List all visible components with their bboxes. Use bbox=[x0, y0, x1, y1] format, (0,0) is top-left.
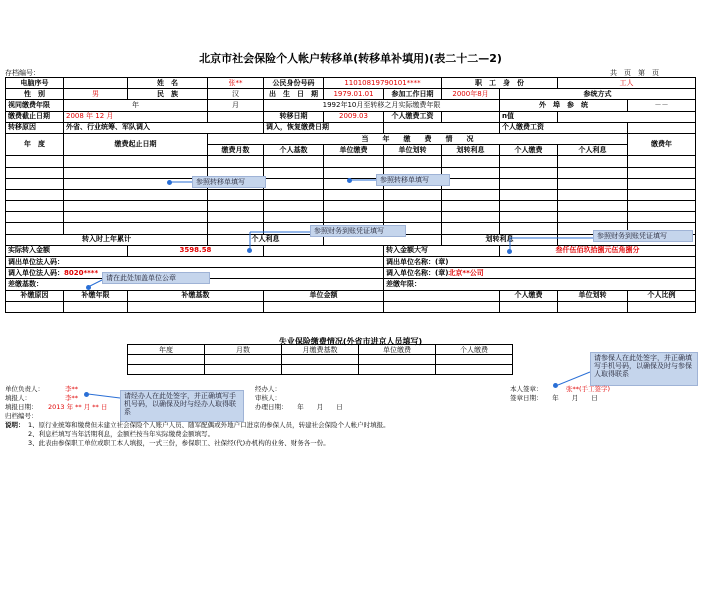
supp-year-col: 补缴年限 bbox=[64, 290, 128, 301]
callout-seal: 请在此处加盖单位公章 bbox=[102, 272, 210, 284]
unemp-col-personal: 个人缴费 bbox=[436, 345, 513, 355]
year-col-header: 年 度 bbox=[6, 133, 64, 155]
supp-base-col: 补缴基数 bbox=[128, 290, 264, 301]
transfer-interest-col: 划转利息 bbox=[442, 145, 500, 156]
gender-value[interactable]: 男 bbox=[64, 89, 128, 100]
birth-label: 出 生 日 期 bbox=[264, 89, 324, 100]
callout-finance-1: 参照财务到账凭证填写 bbox=[310, 225, 406, 237]
unit-transfer-col: 单位划转 bbox=[384, 145, 442, 156]
callout-handler-sign: 请经办人在此处签字，并正确填写手机号码，以确保及时与经办人取得联系 bbox=[120, 390, 244, 422]
actual-amount-value[interactable]: 3598.58 bbox=[128, 245, 264, 256]
out-name-label: 调出单位名称：(章) bbox=[384, 257, 696, 268]
end-date-label: 缴费截止日期 bbox=[6, 111, 64, 122]
callout-dot-7 bbox=[553, 383, 558, 388]
actual-years-label: 1992年10月至转移之月实际缴费年限 bbox=[264, 100, 500, 111]
id-label: 公民身份号码 bbox=[264, 78, 324, 89]
supp-reason-col: 补缴原因 bbox=[6, 290, 64, 301]
in-legal-value[interactable]: 8020**** bbox=[64, 268, 99, 277]
unit-head-value[interactable]: 李** bbox=[65, 385, 78, 393]
gender-label: 性 别 bbox=[6, 89, 64, 100]
handler-label: 经办人： bbox=[255, 385, 281, 393]
unemp-col-base: 月缴费基数 bbox=[282, 345, 359, 355]
archive-no-label: 归档编号： bbox=[5, 412, 38, 420]
unit-pay-col: 单位缴费 bbox=[324, 145, 384, 156]
process-date-label: 办理日期： 年 月 日 bbox=[255, 403, 343, 411]
move-date-label: 转移日期 bbox=[264, 111, 324, 122]
actual-amount-label: 实际转入金额 bbox=[6, 245, 128, 256]
pay-year-header: 缴费年 bbox=[628, 133, 696, 155]
amount-upper-label: 转入金额大写 bbox=[384, 245, 500, 256]
mode-label: 参统方式 bbox=[500, 89, 696, 100]
callout-insured-sign: 请参保人在此处签字，并正确填写手机号码，以确保及时与参保人取得联系 bbox=[590, 352, 698, 386]
deemed-year-label: 年 bbox=[64, 100, 208, 111]
months-col: 缴费月数 bbox=[208, 145, 264, 156]
filler-value[interactable]: 李** bbox=[65, 394, 78, 402]
page-count-label: 共 页 第 页 bbox=[610, 69, 659, 77]
wage-label-2: 个人缴费工资 bbox=[500, 122, 628, 133]
transfer-mode-dash: －－ bbox=[628, 100, 696, 111]
callout-dot-4 bbox=[507, 249, 512, 254]
fill-date-label: 填报日期： bbox=[5, 403, 38, 411]
out-legal-label: 调出单位法人码： bbox=[6, 257, 384, 268]
reviewer-label: 审核人： bbox=[255, 394, 281, 402]
document-title: 北京市社会保险个人帐户转移单(转移单补填用)(表二十二—2) bbox=[199, 52, 502, 65]
personal-interest-col: 个人利息 bbox=[558, 145, 628, 156]
sign-date-label: 签章日期： 年 月 日 bbox=[510, 394, 598, 402]
unit-transfer-col-2: 单位划转 bbox=[558, 290, 628, 301]
unemp-col-unit: 单位缴费 bbox=[359, 345, 436, 355]
personal-fee-col: 个人缴费 bbox=[500, 290, 558, 301]
unemp-col-year: 年度 bbox=[128, 345, 205, 355]
unit-amount-col: 单位金额 bbox=[264, 290, 384, 301]
period-col-header: 缴费起止日期 bbox=[64, 133, 208, 155]
wage-label: 个人缴费工资 bbox=[384, 111, 442, 122]
in-name-label: 调入单位名称：(章) bbox=[386, 268, 449, 277]
self-sign-value[interactable]: 张**(手工签字) bbox=[566, 385, 611, 393]
computer-no-label: 电脑序号 bbox=[6, 78, 64, 89]
callout-transfer-1: 参照转移单填写 bbox=[192, 176, 266, 188]
ethnic-label: 民 族 bbox=[128, 89, 208, 100]
name-label: 姓 名 bbox=[128, 78, 208, 89]
reason-value[interactable]: 外省、行业统筹、军队调入 bbox=[64, 122, 264, 133]
personal-pay-col: 个人缴费 bbox=[500, 145, 558, 156]
unit-head-label: 单位负责人： bbox=[5, 385, 44, 393]
explain-label: 说明： bbox=[5, 421, 25, 429]
base-col: 个人基数 bbox=[264, 145, 324, 156]
callout-finance-2: 参照财务到账凭证填写 bbox=[593, 230, 693, 242]
work-date-label: 参加工作日期 bbox=[384, 89, 442, 100]
personal-ratio-col: 个人比例 bbox=[628, 290, 696, 301]
in-name-value[interactable]: 北京**公司 bbox=[448, 268, 484, 277]
in-legal-label: 调入单位法人码： bbox=[8, 268, 64, 277]
deemed-month-label: 月 bbox=[208, 100, 264, 111]
callout-dot-3 bbox=[247, 248, 252, 253]
callout-dot-2 bbox=[347, 178, 352, 183]
self-sign-label: 本人签章： bbox=[510, 385, 543, 393]
transfer-interest-label: 划转利息 bbox=[442, 234, 558, 245]
fill-date-value[interactable]: 2013 年 ** 月 ** 日 bbox=[48, 403, 108, 411]
move-date-value[interactable]: 2009.03 bbox=[324, 111, 384, 122]
filler-label: 填报人： bbox=[5, 394, 31, 402]
n-value-label: n值 bbox=[500, 111, 558, 122]
explain-3: 3、此表由参保职工单位或职工本人填报，一式三份，参保职工、社保经(代)办机构的业务、财务各一份。 bbox=[28, 439, 330, 447]
callout-dot-6 bbox=[84, 392, 89, 397]
callout-dot-5 bbox=[86, 285, 91, 290]
id-value[interactable]: 11010819790101**** bbox=[324, 78, 442, 89]
amount-upper-value[interactable]: 叁仟伍佰玖拾捌元伍角捌分 bbox=[500, 245, 696, 256]
name-value[interactable]: 张** bbox=[208, 78, 264, 89]
callout-transfer-2: 参照转移单填写 bbox=[376, 174, 450, 186]
unemp-col-months: 月数 bbox=[205, 345, 282, 355]
job-value[interactable]: 工人 bbox=[558, 78, 696, 89]
reason-label: 转移原因 bbox=[6, 122, 64, 133]
explain-2: 2、利息栏填写当年活期利息，金额栏按当年实际缴费金额填写。 bbox=[28, 430, 215, 438]
current-year-header: 当 年 缴 费 情 况 bbox=[208, 133, 628, 144]
diff-base-label: 差缴基数： bbox=[6, 279, 384, 290]
work-date-value[interactable]: 2000年8月 bbox=[442, 89, 500, 100]
birth-value[interactable]: 1979.01.01 bbox=[324, 89, 384, 100]
diff-year-label: 差缴年限： bbox=[384, 279, 696, 290]
archive-number-label: 存档编号： bbox=[5, 69, 40, 77]
in-date-label: 调入，恢复缴费日期 bbox=[264, 122, 384, 133]
transfer-mode-value[interactable]: 外 埠 参 统 bbox=[500, 100, 628, 111]
end-date-value[interactable]: 2008 年 12 月 bbox=[64, 111, 208, 122]
unemployment-title: 失业保险缴费情况(外省市进京人员填写) bbox=[278, 337, 423, 346]
prev-total-label: 转入时上年累计 bbox=[6, 234, 208, 245]
ethnic-value[interactable]: 汉 bbox=[208, 89, 264, 100]
callout-dot-1 bbox=[167, 180, 172, 185]
personal-interest-label: 个人利息 bbox=[208, 234, 324, 245]
deemed-label: 视同缴费年限 bbox=[6, 100, 64, 111]
job-label: 职 工 身 份 bbox=[442, 78, 558, 89]
explain-1: 1、原行业统筹和缴费但未建立社会保险个人账户人员、随军配偶或外地户口进京的参保人员，转建社会保险个人帐户时填报。 bbox=[28, 421, 390, 429]
